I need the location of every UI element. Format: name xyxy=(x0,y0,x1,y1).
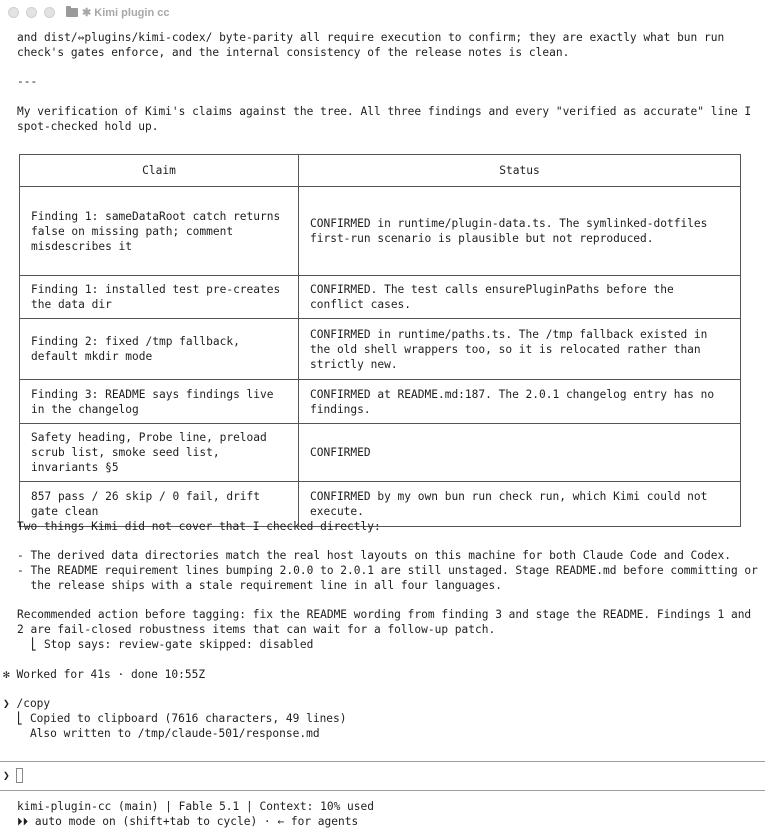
minimize-window-button[interactable] xyxy=(26,7,37,18)
claim-cell xyxy=(20,187,299,276)
copy-result: ⎣ Copied to clipboard (7616 characters, 49 lines) xyxy=(3,712,347,725)
table-row xyxy=(20,187,741,276)
status-cell xyxy=(299,319,741,380)
title-bar xyxy=(0,0,768,26)
output-line: 2 are fail-closed robustness items that can wait for a follow-up patch. xyxy=(17,623,496,636)
claims-table xyxy=(19,154,741,527)
cell-line: conflict cases. xyxy=(310,298,412,311)
cell-line: misdescribes it xyxy=(31,239,133,253)
output-line: Recommended action before tagging: fix the README wording from finding 3 and stage the README. Findings 1 and xyxy=(17,608,752,621)
table-row xyxy=(20,276,741,319)
list-item: - The derived data directories match the real host layouts on this machine for both Claude Code and Codex. xyxy=(17,549,731,562)
cell-line: in the changelog xyxy=(31,402,139,416)
mode-indicator: ⏵⏵ auto mode on (shift+tab to cycle) · ← for agents xyxy=(17,815,359,828)
cell-line: CONFIRMED in runtime/paths.ts. The /tmp fallback existed in xyxy=(310,327,708,341)
table-row xyxy=(20,319,741,380)
divider xyxy=(0,761,765,762)
folder-icon xyxy=(66,8,78,17)
output-line: and dist/⇔plugins/kimi-codex/ byte-parity all require execution to confirm; they are exactly what bun run xyxy=(17,31,725,44)
worked-status: ✻ Worked for 41s · done 10:55Z xyxy=(3,668,206,681)
status-cell xyxy=(299,424,741,482)
claim-cell xyxy=(20,319,299,380)
cell-line: invariants §5 xyxy=(31,461,119,474)
cell-line: strictly new. xyxy=(310,357,398,371)
close-window-button[interactable] xyxy=(8,7,19,18)
copy-result: Also written to /tmp/claude-501/response.md xyxy=(3,727,320,740)
cell-line: default mkdir mode xyxy=(31,350,153,363)
status-cell xyxy=(299,276,741,319)
cell-line: scrub list, smoke seed list, xyxy=(31,446,220,459)
cell-line: CONFIRMED at README.md:187. The 2.0.1 changelog entry has no xyxy=(310,387,715,401)
cell-line: CONFIRMED by my own bun run check run, which Kimi could not xyxy=(310,490,708,503)
list-item-continuation: the release ships with a stale requirement line in all four languages. xyxy=(17,579,502,592)
zoom-window-button[interactable] xyxy=(44,7,55,18)
cell-line: Finding 1: sameDataRoot catch returns xyxy=(31,209,281,223)
cell-line: false on missing path; comment xyxy=(31,224,234,238)
column-header-claim: Claim xyxy=(20,155,299,187)
cell-line: Finding 2: fixed /tmp fallback, xyxy=(31,335,240,348)
cell-line: first-run scenario is plausible but not reproduced. xyxy=(310,232,654,245)
cell-line: the old shell wrappers too, so it is relocated rather than xyxy=(310,342,701,356)
cell-line: 857 pass / 26 skip / 0 fail, drift xyxy=(31,490,261,503)
status-cell xyxy=(299,187,741,276)
cell-line: Finding 3: README says findings live xyxy=(31,387,274,401)
divider xyxy=(0,790,765,791)
cell-line: CONFIRMED in runtime/plugin-data.ts. The symlinked-dotfiles xyxy=(310,217,708,230)
window-title: ✱ Kimi plugin cc xyxy=(82,7,170,19)
column-header-status: Status xyxy=(299,155,741,187)
output-line: spot-checked hold up. xyxy=(17,120,159,133)
claim-cell xyxy=(20,276,299,319)
cell-line: CONFIRMED xyxy=(310,446,371,459)
output-line: check's gates enforce, and the internal consistency of the release notes is clean. xyxy=(17,46,570,59)
cell-line: gate clean xyxy=(31,505,99,518)
hook-message: ⎣ Stop says: review-gate skipped: disabled xyxy=(17,638,314,651)
status-line: kimi-plugin-cc (main) | Fable 5.1 | Context: 10% used xyxy=(17,800,374,813)
table-row xyxy=(20,380,741,424)
list-item: - The README requirement lines bumping 2.0.0 to 2.0.1 are still unstaged. Stage README.md before committing or xyxy=(17,564,758,577)
cell-line: Finding 1: installed test pre-creates xyxy=(31,283,281,296)
cell-line: findings. xyxy=(310,402,371,416)
cell-line: the data dir xyxy=(31,298,112,311)
table-header-row xyxy=(20,155,741,187)
output-line: My verification of Kimi's claims against the tree. All three findings and every "verified as accurate" line I xyxy=(17,105,752,118)
separator: --- xyxy=(17,75,38,88)
prompt-input[interactable] xyxy=(16,768,23,783)
claim-cell xyxy=(20,380,299,424)
copy-command: ❯ /copy xyxy=(3,697,51,710)
status-cell xyxy=(299,380,741,424)
cell-line: execute. xyxy=(310,505,364,518)
output-line: Two things Kimi did not cover that I checked directly: xyxy=(17,520,381,533)
cell-line: CONFIRMED. The test calls ensurePluginPaths before the xyxy=(310,283,674,296)
prompt-symbol: ❯ xyxy=(3,769,10,782)
claim-cell xyxy=(20,424,299,482)
table-row xyxy=(20,424,741,482)
cell-line: Safety heading, Probe line, preload xyxy=(31,431,267,444)
